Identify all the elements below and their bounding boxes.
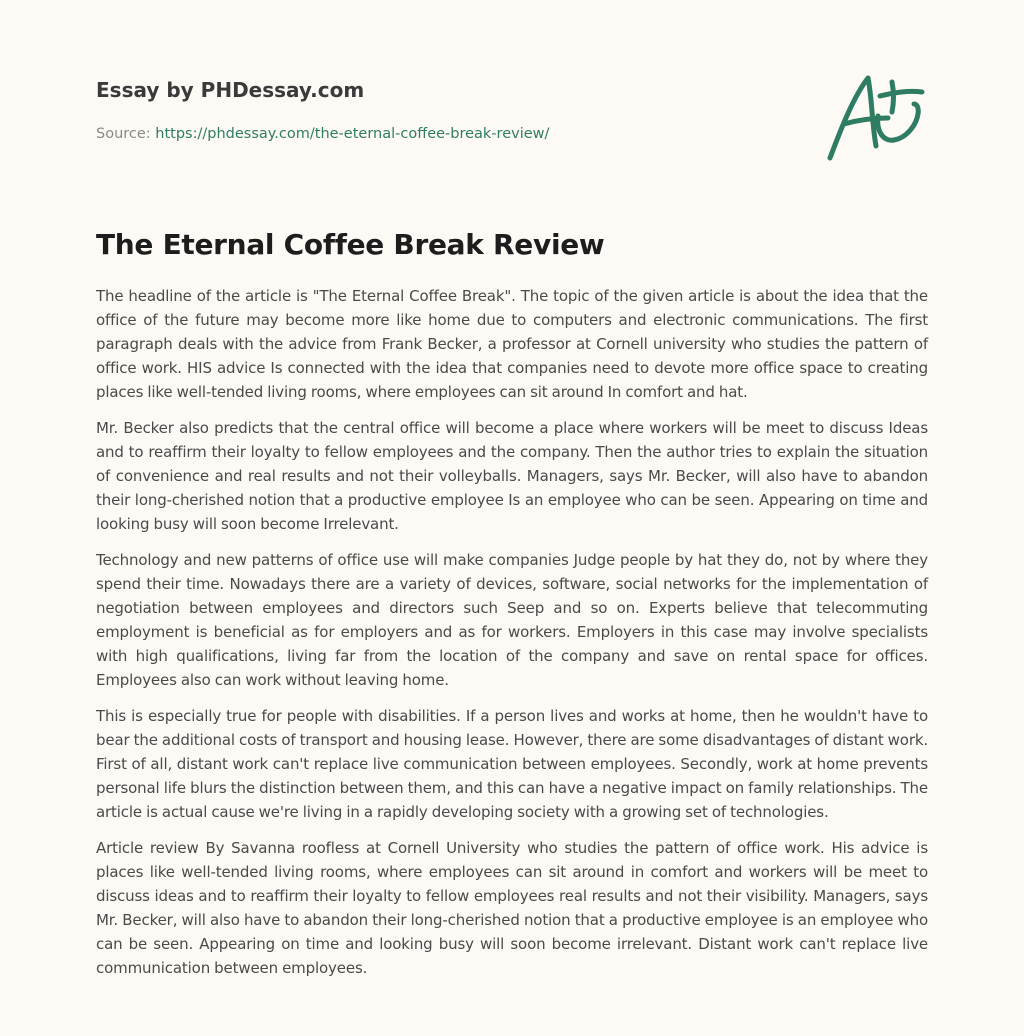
- source-line: [96, 124, 796, 144]
- article-paragraph: This is especially true for people with disabilities. If a person lives and works at home, then he wouldn't have to bear the additional costs of transport and housing lease. However, there are some disadvantages of distant work. First of all, distant work can't replace live communication between employees. Secondly, work at home prevents personal life blurs the distinction between them, and this can have a negative impact on family relationships. The article is actual cause we're living in a rapidly developing society with a growing set of technologies.: [96, 707, 928, 821]
- article-paragraph: The headline of the article is "The Eternal Coffee Break". The topic of the given article is about the idea that the office of the future may become more like home due to computers and electronic communications. The first paragraph deals with the advice from Frank Becker, a professor at Cornell university who studies the pattern of office work. HIS advice Is connected with the idea that companies need to devote more office space to creating places like well-tended living rooms, where employees can sit around In comfort and hat.: [96, 287, 928, 401]
- site-name: Essay by PHDessay.com: [96, 78, 365, 102]
- article-paragraph: Technology and new patterns of office use will make companies Judge people by hat they do, not by where they spend their time. Nowadays there are a variety of devices, software, social networks for the implementation of negotiation between employees and directors such Seep and so on. Experts believe that telecommuting employment is beneficial as for employers and as for workers. Employers in this case may involve specialists with high qualifications, living far from the location of the company and save on rental space for offices. Employees also can work without leaving home.: [96, 551, 928, 689]
- article-title: The Eternal Coffee Break Review: [96, 228, 605, 261]
- source-link[interactable]: https://phdessay.com/the-eternal-coffee-break-review/: [155, 126, 550, 142]
- a-plus-logo-icon: [822, 68, 932, 164]
- article-paragraph: Article review By Savanna roofless at Cornell University who studies the pattern of office work. His advice is places like well-tended living rooms, where employees can sit around in comfort and workers will be meet to discuss ideas and to reaffirm their loyalty to fellow employees real results and not their visibility. Managers, says Mr. Becker, will also have to abandon their long-cherished notion that a productive employee is an employee who can be seen. Appearing on time and looking busy will soon become irrelevant. Distant work can't replace live communication between employees.: [96, 839, 928, 977]
- source-label: Source:: [96, 126, 156, 142]
- a-plus-logo: [822, 68, 932, 164]
- article-paragraph: Mr. Becker also predicts that the central office will become a place where workers will be meet to discuss Ideas and to reaffirm their loyalty to fellow employees and the company. Then the author tries to explain the situation of convenience and real results and not their volleyballs. Managers, says Mr. Becker, will also have to abandon their long-cherished notion that a productive employee Is an employee who can be seen. Appearing on time and looking busy will soon become Irrelevant.: [96, 419, 928, 533]
- article-body: [96, 284, 928, 992]
- page-header: [96, 76, 796, 144]
